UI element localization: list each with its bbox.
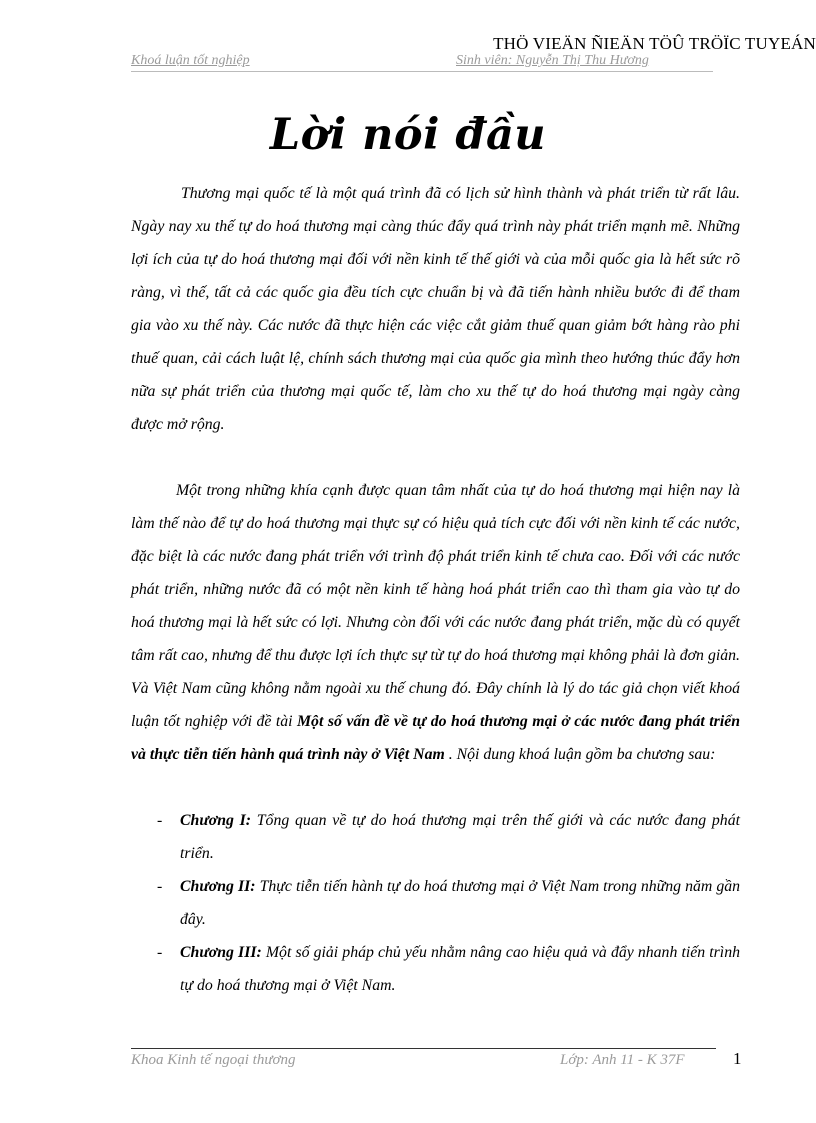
- chapter-description: Tổng quan về tự do hoá thương mại trên thế giới và các nước đang phát triển.: [180, 812, 740, 862]
- list-item-chapter-1: [131, 804, 740, 870]
- header-student-name: Sinh viên: Nguyễn Thị Thu Hương: [456, 53, 649, 68]
- paragraph-intro: Thương mại quốc tế là một quá trình đã có lịch sử hình thành và phát triển từ rất lâu. Ngày nay xu thế tự do hoá thương mại càng thúc đẩy quá trình này phát triển mạnh mẽ. Những lợi ích của tự do hoá thương mại đối với nền kinh tế thế giới và của mỗi quốc gia là hết sức rõ ràng, vì thế, tất cả các quốc gia đều tích cực chuẩn bị và đã tiến hành nhiều bước đi để tham gia vào xu thế này. Các nước đã thực hiện các việc cắt giảm thuế quan giảm bớt hàng rào phi thuế quan, cải cách luật lệ, chính sách thương mại của quốc gia mình theo hướng thúc đẩy hơn nữa sự phát triển của thương mại quốc tế, làm cho xu thế tự do hoá thương mại ngày càng được mở rộng.: [131, 185, 740, 433]
- thesis-topic: Một số vấn đề về tự do hoá thương mại ở các nước đang phát triển và thực tiễn tiến hành quá trình này ở Việt Nam: [131, 713, 741, 763]
- list-item-chapter-3: [131, 936, 740, 1002]
- header-divider: [131, 71, 713, 72]
- chapter-label: Chương I:: [180, 812, 252, 829]
- page-number: 1: [733, 1049, 742, 1068]
- watermark-text: THÖ VIEÄN ÑIEÄN TÖÛ TRÖÏC TUYEÁN: [493, 34, 816, 53]
- paragraph-motivation-text: Một trong những khía cạnh được quan tâm nhất của tự do hoá thương mại hiện nay là làm thế nào để tự do hoá thương mại thực sự có hiệu quả tích cực đối với nền kinh tế các nước, đặc biệt là các nước đang phát triển với trình độ phát triển kinh tế chưa cao. Đối với các nước phát triển, những nước đã có một nền kinh tế hàng hoá phát triển cao thì tham gia vào tự do hoá thương mại là hết sức có lợi. Nhưng còn đối với các nước đang phát triển, mặc dù có quyết tâm rất cao, nhưng để thu được lợi ích thực sự từ tự do hoá thương mại không phải là đơn giản. Và Việt Nam cũng không nằm ngoài xu thế chung đó. Đây chính là lý do tác giả chọn viết khoá luận tốt nghiệp với đề tài: [131, 482, 740, 730]
- chapter-description: Thực tiễn tiến hành tự do hoá thương mại ở Việt Nam trong những năm gần đây.: [180, 878, 741, 928]
- list-dash: -: [157, 878, 163, 895]
- chapter-label: Chương II:: [180, 878, 256, 895]
- paragraph-motivation: [131, 474, 740, 771]
- header-thesis-label: Khoá luận tốt nghiệp: [131, 53, 250, 68]
- chapter-description: Một số giải pháp chủ yếu nhằm nâng cao hiệu quả và đẩy nhanh tiến trình tự do hoá thương mại ở Việt Nam.: [180, 944, 740, 994]
- footer-faculty: Khoa Kinh tế ngoại thương: [131, 1052, 296, 1068]
- list-dash: -: [157, 812, 163, 829]
- list-dash: -: [157, 944, 163, 961]
- footer-divider: [131, 1048, 716, 1049]
- chapter-list: [131, 804, 740, 1002]
- footer-class: Lớp: Anh 11 - K 37F: [560, 1052, 685, 1068]
- paragraph-motivation-ending: . Nội dung khoá luận gồm ba chương sau:: [448, 746, 716, 763]
- main-content: [131, 177, 740, 1002]
- chapter-label: Chương III:: [180, 944, 262, 961]
- page-title: Lời nói đầu: [269, 110, 547, 160]
- list-item-chapter-2: [131, 870, 740, 936]
